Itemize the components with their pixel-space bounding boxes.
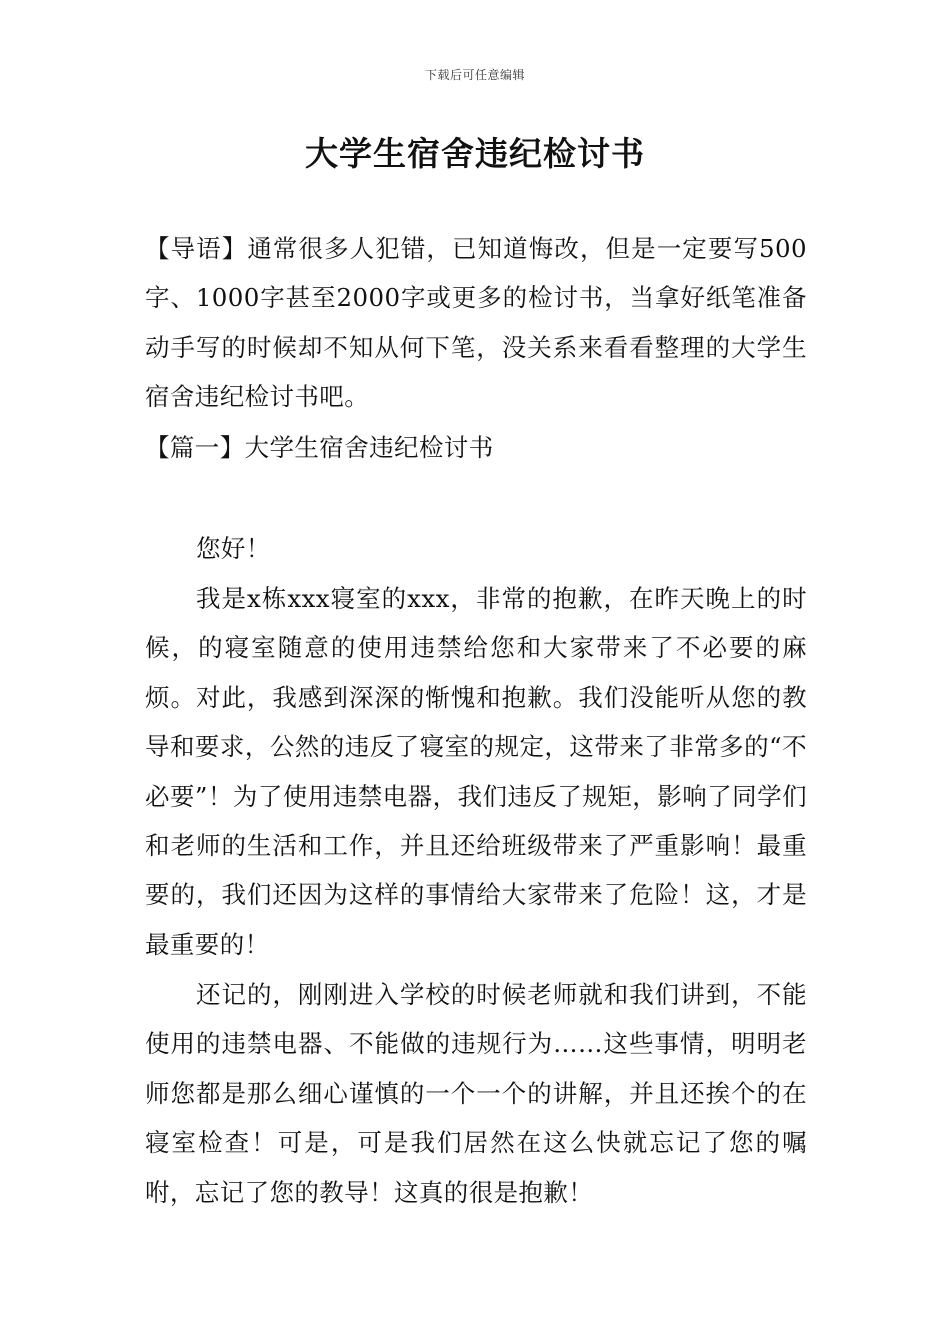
body-paragraph: 还记的，刚刚进入学校的时候老师就和我们讲到，不能使用的违禁电器、不能做的违规行为……这些事情，明明老师您都是那么细心谨慎的一个一个的讲解，并且还挨个的在寝室检查！可是，可是我们居然在这么快就忘记了您的嘱咐，忘记了您的教导！这真的很是抱歉！ (145, 980, 807, 1207)
intro-paragraph: 【导语】通常很多人犯错，已知道悔改，但是一定要写500字、1000字甚至2000字或更多的检讨书，当拿好纸笔准备动手写的时候却不知从何下笔，没关系来看看整理的大学生宿舍违纪检讨书吧。 (145, 234, 807, 412)
header-note: 下载后可任意编辑 (424, 68, 525, 82)
document-title: 大学生宿舍违纪检讨书 (305, 134, 645, 173)
section-heading: 【篇一】大学生宿舍违纪检讨书 (145, 433, 494, 462)
greeting: 您好！ (196, 534, 271, 563)
body-paragraph: 我是x栋xxx寝室的xxx，非常的抱歉，在昨天晚上的时候，的寝室随意的使用违禁给您和大家带来了不必要的麻烦。对此，我感到深深的惭愧和抱歉。我们没能听从您的教导和要求，公然的违反了寝室的规定，这带来了非常多的“不必要”！为了使用违禁电器，我们违反了规矩，影响了同学们和老师的生活和工作，并且还给班级带来了严重影响！最重要的，我们还因为这样的事情给大家带来了危险！这，才是最重要的！ (145, 584, 807, 959)
